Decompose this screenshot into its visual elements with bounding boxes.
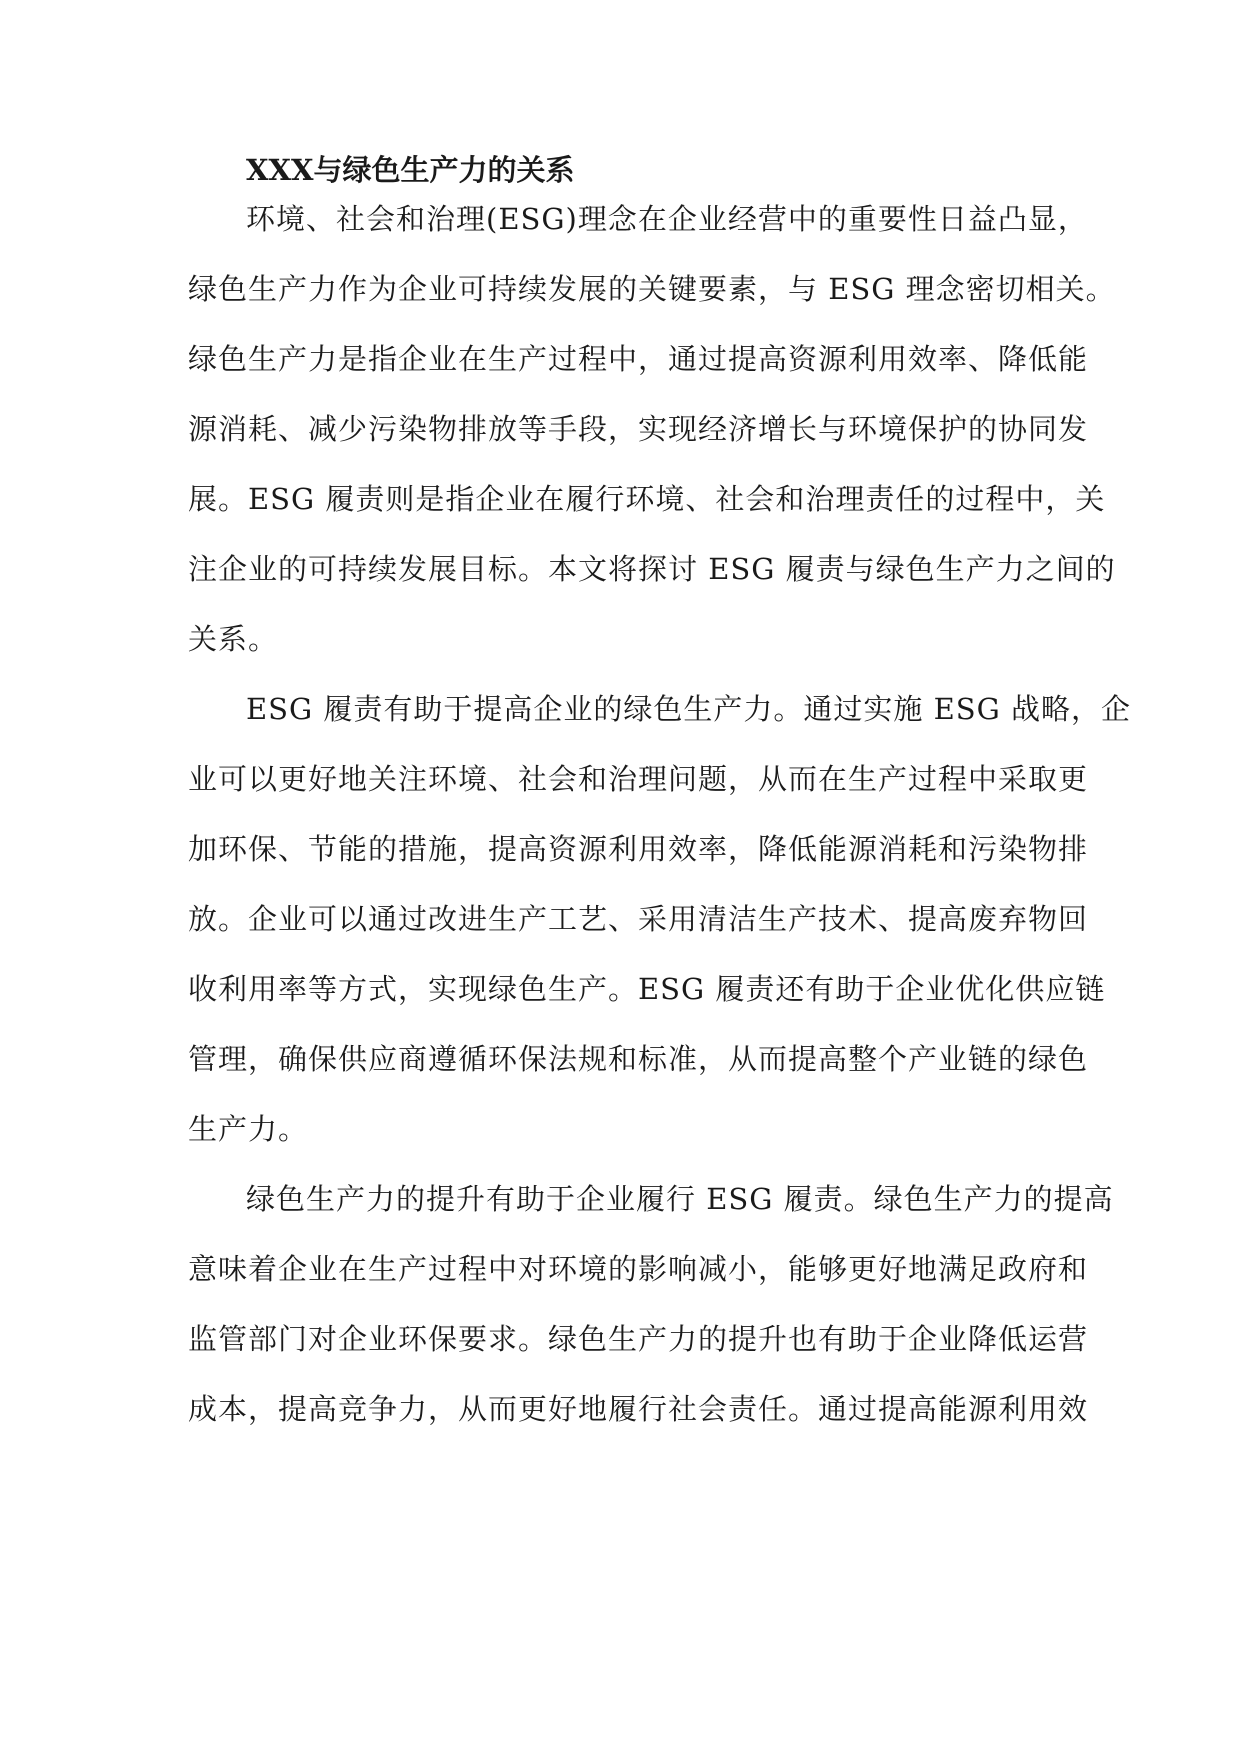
document-title: XXX与绿色生产力的关系: [246, 153, 575, 187]
paragraph-1-line-7: 关系。: [188, 622, 279, 656]
paragraph-2-line-6: 管理，确保供应商遵循环保法规和标准，从而提高整个产业链的绿色: [188, 1042, 1089, 1076]
paragraph-1-line-3: 绿色生产力是指企业在生产过程中，通过提高资源利用效率、降低能: [188, 342, 1089, 376]
paragraph-3-line-4: 成本，提高竞争力，从而更好地履行社会责任。通过提高能源利用效: [188, 1392, 1089, 1426]
paragraph-2-line-1: ESG 履责有助于提高企业的绿色生产力。通过实施 ESG 战略，企: [246, 692, 1132, 726]
paragraph-3-line-3: 监管部门对企业环保要求。绿色生产力的提升也有助于企业降低运营: [188, 1322, 1089, 1356]
paragraph-1-line-6: 注企业的可持续发展目标。本文将探讨 ESG 履责与绿色生产力之间的: [188, 552, 1116, 586]
paragraph-1-line-4: 源消耗、减少污染物排放等手段，实现经济增长与环境保护的协同发: [188, 412, 1089, 446]
paragraph-1-line-2: 绿色生产力作为企业可持续发展的关键要素，与 ESG 理念密切相关。: [188, 272, 1116, 306]
paragraph-1-line-5: 展。ESG 履责则是指企业在履行环境、社会和治理责任的过程中，关: [188, 482, 1106, 516]
paragraph-2-line-3: 加环保、节能的措施，提高资源利用效率，降低能源消耗和污染物排: [188, 832, 1089, 866]
paragraph-2-line-2: 业可以更好地关注环境、社会和治理问题，从而在生产过程中采取更: [188, 762, 1089, 796]
paragraph-3-line-1: 绿色生产力的提升有助于企业履行 ESG 履责。绿色生产力的提高: [246, 1182, 1114, 1216]
paragraph-2-line-5: 收利用率等方式，实现绿色生产。ESG 履责还有助于企业优化供应链: [188, 972, 1106, 1006]
paragraph-1-line-1: 环境、社会和治理(ESG)理念在企业经营中的重要性日益凸显，: [246, 202, 1088, 236]
paragraph-2-line-4: 放。企业可以通过改进生产工艺、采用清洁生产技术、提高废弃物回: [188, 902, 1089, 936]
paragraph-3-line-2: 意味着企业在生产过程中对环境的影响减小，能够更好地满足政府和: [188, 1252, 1089, 1286]
paragraph-2-line-7: 生产力。: [188, 1112, 309, 1146]
